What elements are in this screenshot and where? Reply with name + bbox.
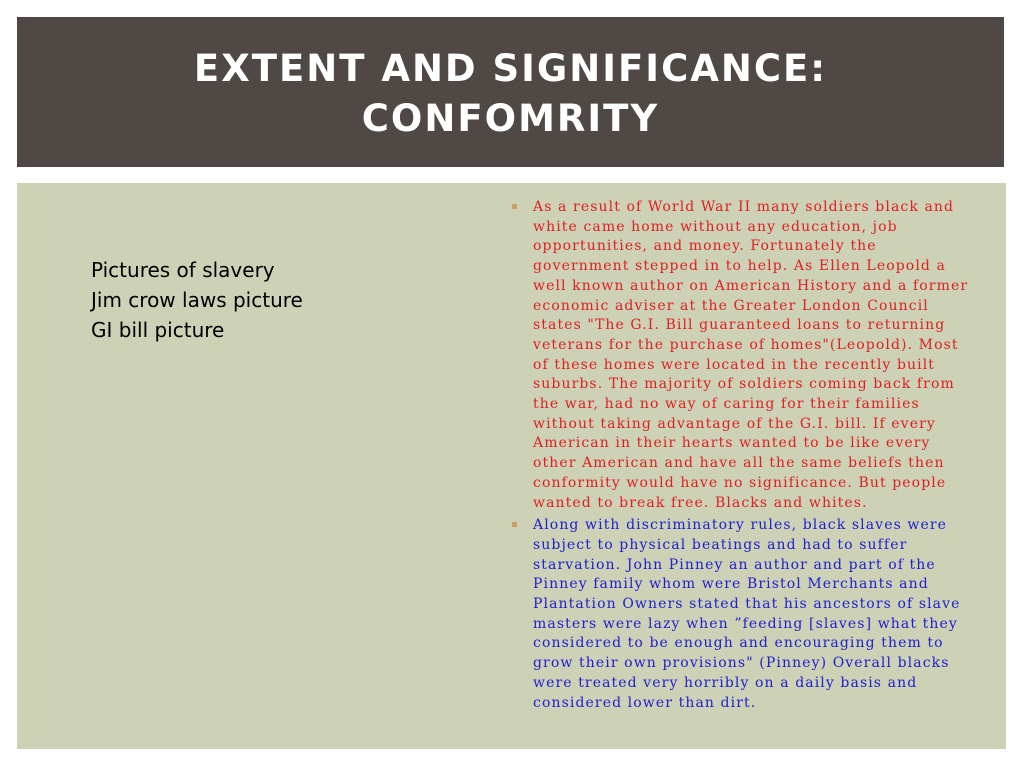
slide-title-line-1: EXTENT AND SIGNIFICANCE: (193, 47, 828, 90)
content-area (17, 183, 1006, 749)
slide-title-line-2: CONFOMRITY (361, 97, 660, 140)
picture-item-gi-bill: GI bill picture (91, 318, 225, 342)
bullet-item-slavery (510, 516, 970, 713)
picture-list (91, 255, 303, 345)
title-bar (17, 17, 1004, 167)
square-bullet-icon (512, 204, 517, 209)
picture-item-jim-crow: Jim crow laws picture (91, 288, 303, 312)
bullet-text-gi-bill: As a result of World War II many soldiers black and white came home without any education, job opportunities, and money. Fortunately the government stepped in to help. As Ellen Leopold a well known author on American History and a former economic adviser at the Greater London Council states "The G.I. Bill guaranteed loans to returning veterans for the purchase of homes"(Leopold). Most of these homes were located in the recently built suburbs. The majority of soldiers coming back from the war, had no way of caring for their families without taking advantage of the G.I. bill. If every American in their hearts wanted to be like every other American and have all the same beliefs then conformity would have no significance. But people wanted to break free. Blacks and whites. (533, 199, 969, 511)
picture-item-slavery: Pictures of slavery (91, 258, 275, 282)
slide-title (194, 40, 827, 144)
bullet-text-slavery: Along with discriminatory rules, black slaves were subject to physical beatings and had to suffer starvation. John Pinney an author and part of the Pinney family whom were Bristol Merchants and Plantation Owners stated that his ancestors of slave masters were lazy when ”feeding [slaves] what they considered to be enough and encouraging them to grow their own provisions" (Pinney) Overall blacks were treated very horribly on a daily basis and considered lower than dirt. (533, 517, 961, 711)
bullet-item-gi-bill (510, 198, 970, 513)
square-bullet-icon (512, 522, 517, 527)
bullet-list (510, 198, 970, 716)
